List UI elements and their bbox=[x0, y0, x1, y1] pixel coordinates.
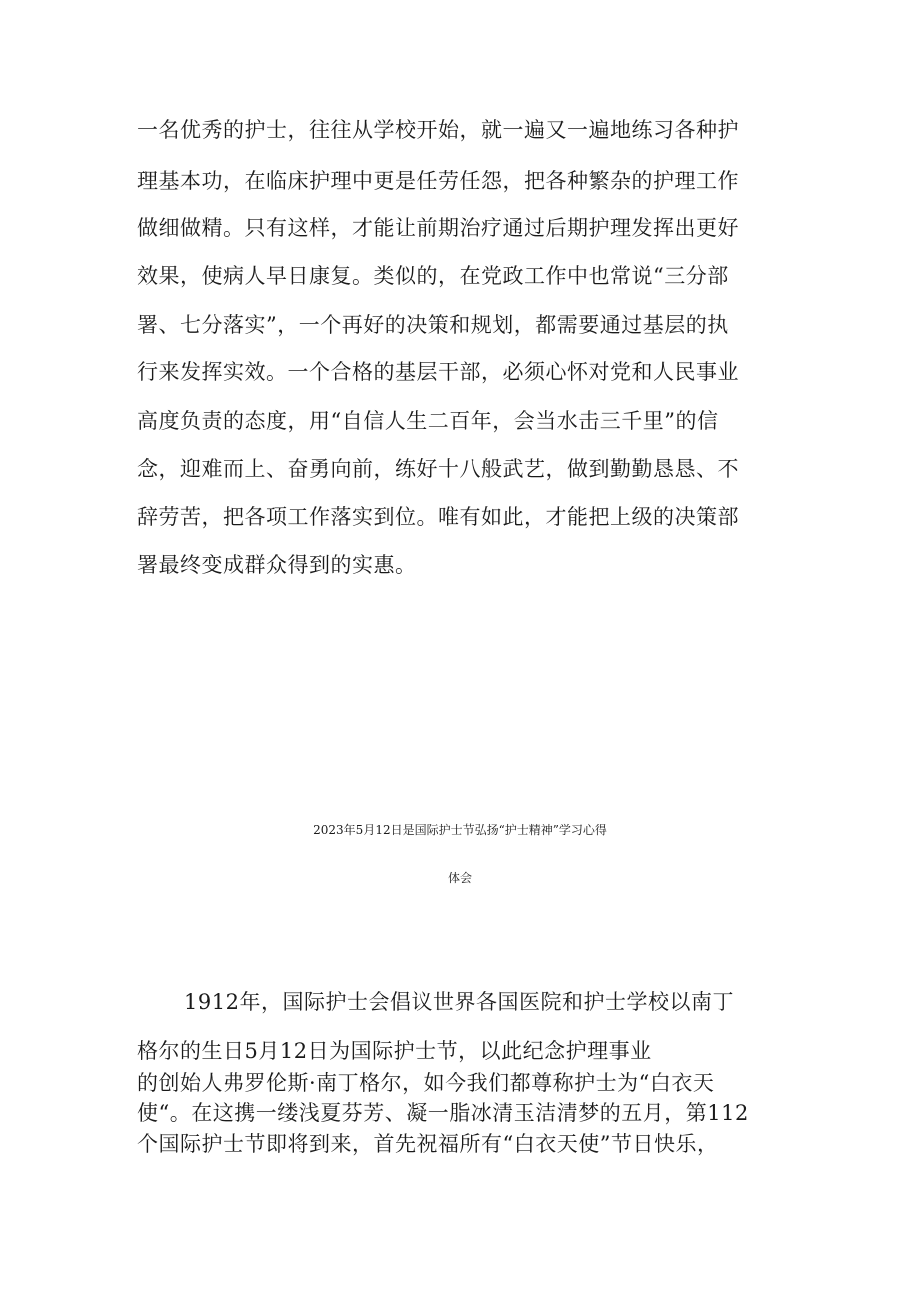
paragraph-1-line: 行来发挥实效。一个合格的基层干部，必须心怀对党和人民事业 bbox=[137, 360, 739, 384]
paragraph-1-line: 效果，使病人早日康复。类似的，在党政工作中也常说“三分部 bbox=[137, 264, 729, 288]
paragraph-1-line: 署最终变成群众得到的实惠。 bbox=[137, 553, 417, 577]
paragraph-2-line: 格尔的生日5月12日为国际护士节，以此纪念护理事业 bbox=[137, 1039, 652, 1063]
paragraph-1-line: 辞劳苦，把各项工作落实到位。唯有如此，才能把上级的决策部 bbox=[137, 505, 739, 529]
paragraph-1-line: 署、七分落实”，一个再好的决策和规划，都需要通过基层的执 bbox=[137, 313, 729, 337]
paragraph-1-line: 理基本功，在临床护理中更是任劳任怨，把各种繁杂的护理工作 bbox=[137, 169, 739, 193]
document-title-continued: 体会 bbox=[447, 871, 472, 885]
paragraph-1-line: 高度负责的态度，用“自信人生二百年，会当水击三千里”的信 bbox=[137, 409, 719, 433]
paragraph-2-line: 使“。在这携一缕浅夏芬芳、凝一脂冰清玉洁清梦的五月，第112 bbox=[137, 1101, 749, 1125]
paragraph-2-line: 个国际护士节即将到来，首先祝福所有“白衣天使”节日快乐， bbox=[137, 1132, 719, 1156]
paragraph-1-line: 做细做精。只有这样，才能让前期治疗通过后期护理发挥出更好 bbox=[137, 216, 739, 240]
paragraph-1-line: 一名优秀的护士，往往从学校开始，就一遍又一遍地练习各种护 bbox=[137, 118, 739, 142]
document-title: 2023年5月12日是国际护士节弘扬“护士精神”学习心得 bbox=[313, 823, 607, 837]
paragraph-1-line: 念，迎难而上、奋勇向前，练好十八般武艺，做到勤勤恳恳、不 bbox=[137, 457, 739, 481]
paragraph-2-line: 的创始人弗罗伦斯·南丁格尔，如今我们都尊称护士为“白衣天 bbox=[137, 1071, 715, 1095]
paragraph-2-line: 1912年，国际护士会倡议世界各国医院和护士学校以南丁 bbox=[184, 990, 734, 1014]
